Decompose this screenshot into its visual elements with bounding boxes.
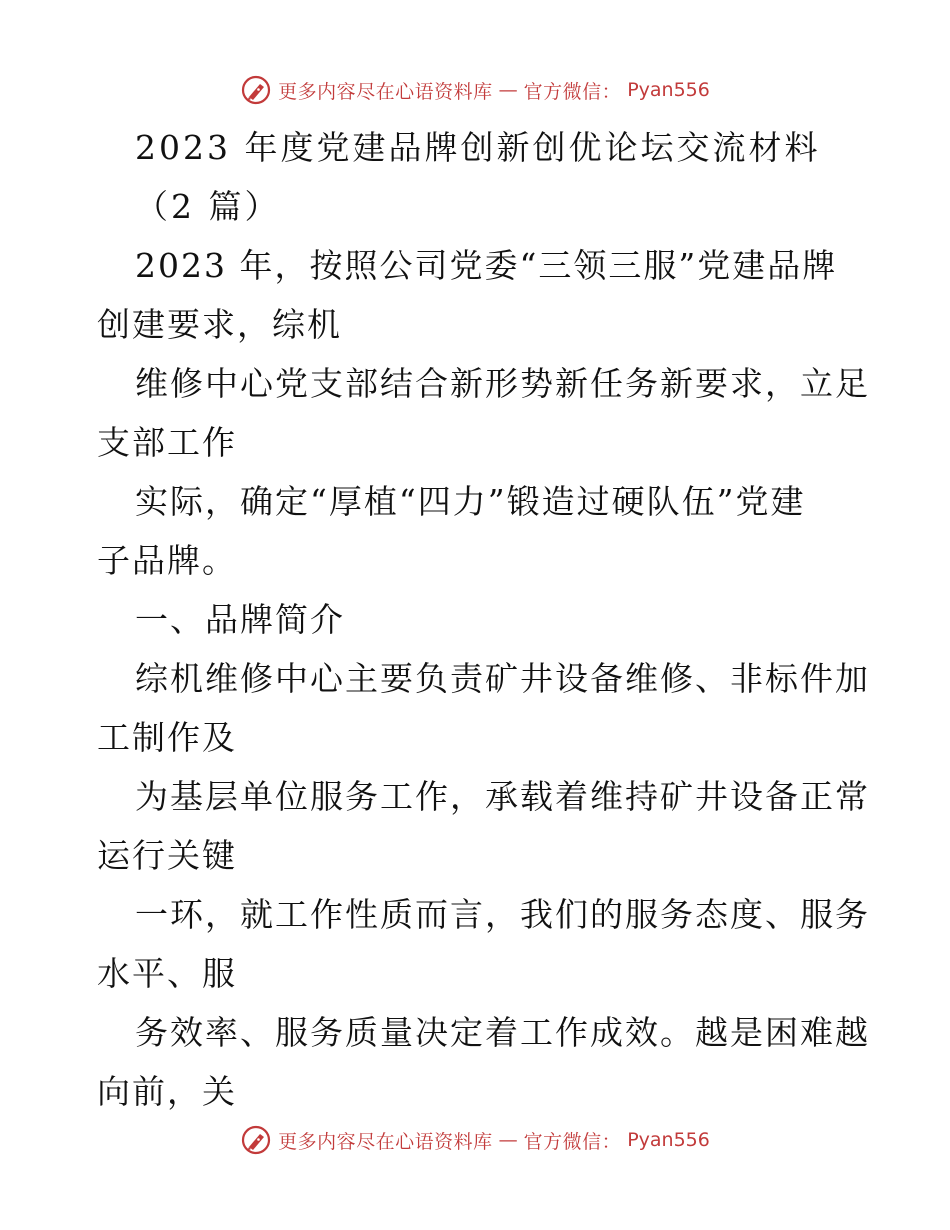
body-line: 实际，确定“厚植“四力”锻造过硬队伍”党建	[135, 482, 806, 521]
header-wechat-label: 官方微信：	[523, 80, 622, 103]
header-separator: —	[498, 79, 518, 101]
document-title: 2023 年度党建品牌创新创优论坛交流材料	[135, 128, 821, 167]
body-line: 2023 年，按照公司党委“三领三服”党建品牌	[135, 246, 838, 285]
document-title-count: （2 篇）	[135, 187, 281, 226]
section-heading: 一、品牌简介	[135, 600, 345, 639]
body-line: 为基层单位服务工作，承载着维持矿井设备正常	[135, 777, 870, 816]
document-body	[97, 118, 870, 1121]
body-line: 支部工作	[97, 423, 237, 462]
footer-site-text: 更多内容尽在心语资料库	[278, 1130, 493, 1153]
body-line: 工制作及	[97, 718, 237, 757]
header-site-text: 更多内容尽在心语资料库	[278, 80, 493, 103]
footer-banner	[0, 1120, 950, 1160]
body-line: 综机维修中心主要负责矿井设备维修、非标件加	[135, 659, 870, 698]
pen-nib-logo-icon	[240, 74, 272, 106]
footer-wechat-id: Pyan556	[627, 1129, 710, 1151]
body-line: 水平、服	[97, 954, 237, 993]
body-line: 向前，关	[97, 1072, 237, 1111]
body-line: 一环，就工作性质而言，我们的服务态度、服务	[135, 895, 870, 934]
body-line: 运行关键	[97, 836, 237, 875]
footer-wechat-label: 官方微信：	[523, 1130, 622, 1153]
body-line: 维修中心党支部结合新形势新任务新要求，立足	[135, 364, 870, 403]
body-line: 子品牌。	[97, 541, 237, 580]
pen-nib-logo-icon	[240, 1124, 272, 1156]
body-line: 务效率、服务质量决定着工作成效。越是困难越	[135, 1013, 870, 1052]
footer-separator: —	[498, 1129, 518, 1151]
body-line: 创建要求，综机	[97, 305, 342, 344]
header-wechat-id: Pyan556	[627, 79, 710, 101]
header-banner	[0, 70, 950, 110]
